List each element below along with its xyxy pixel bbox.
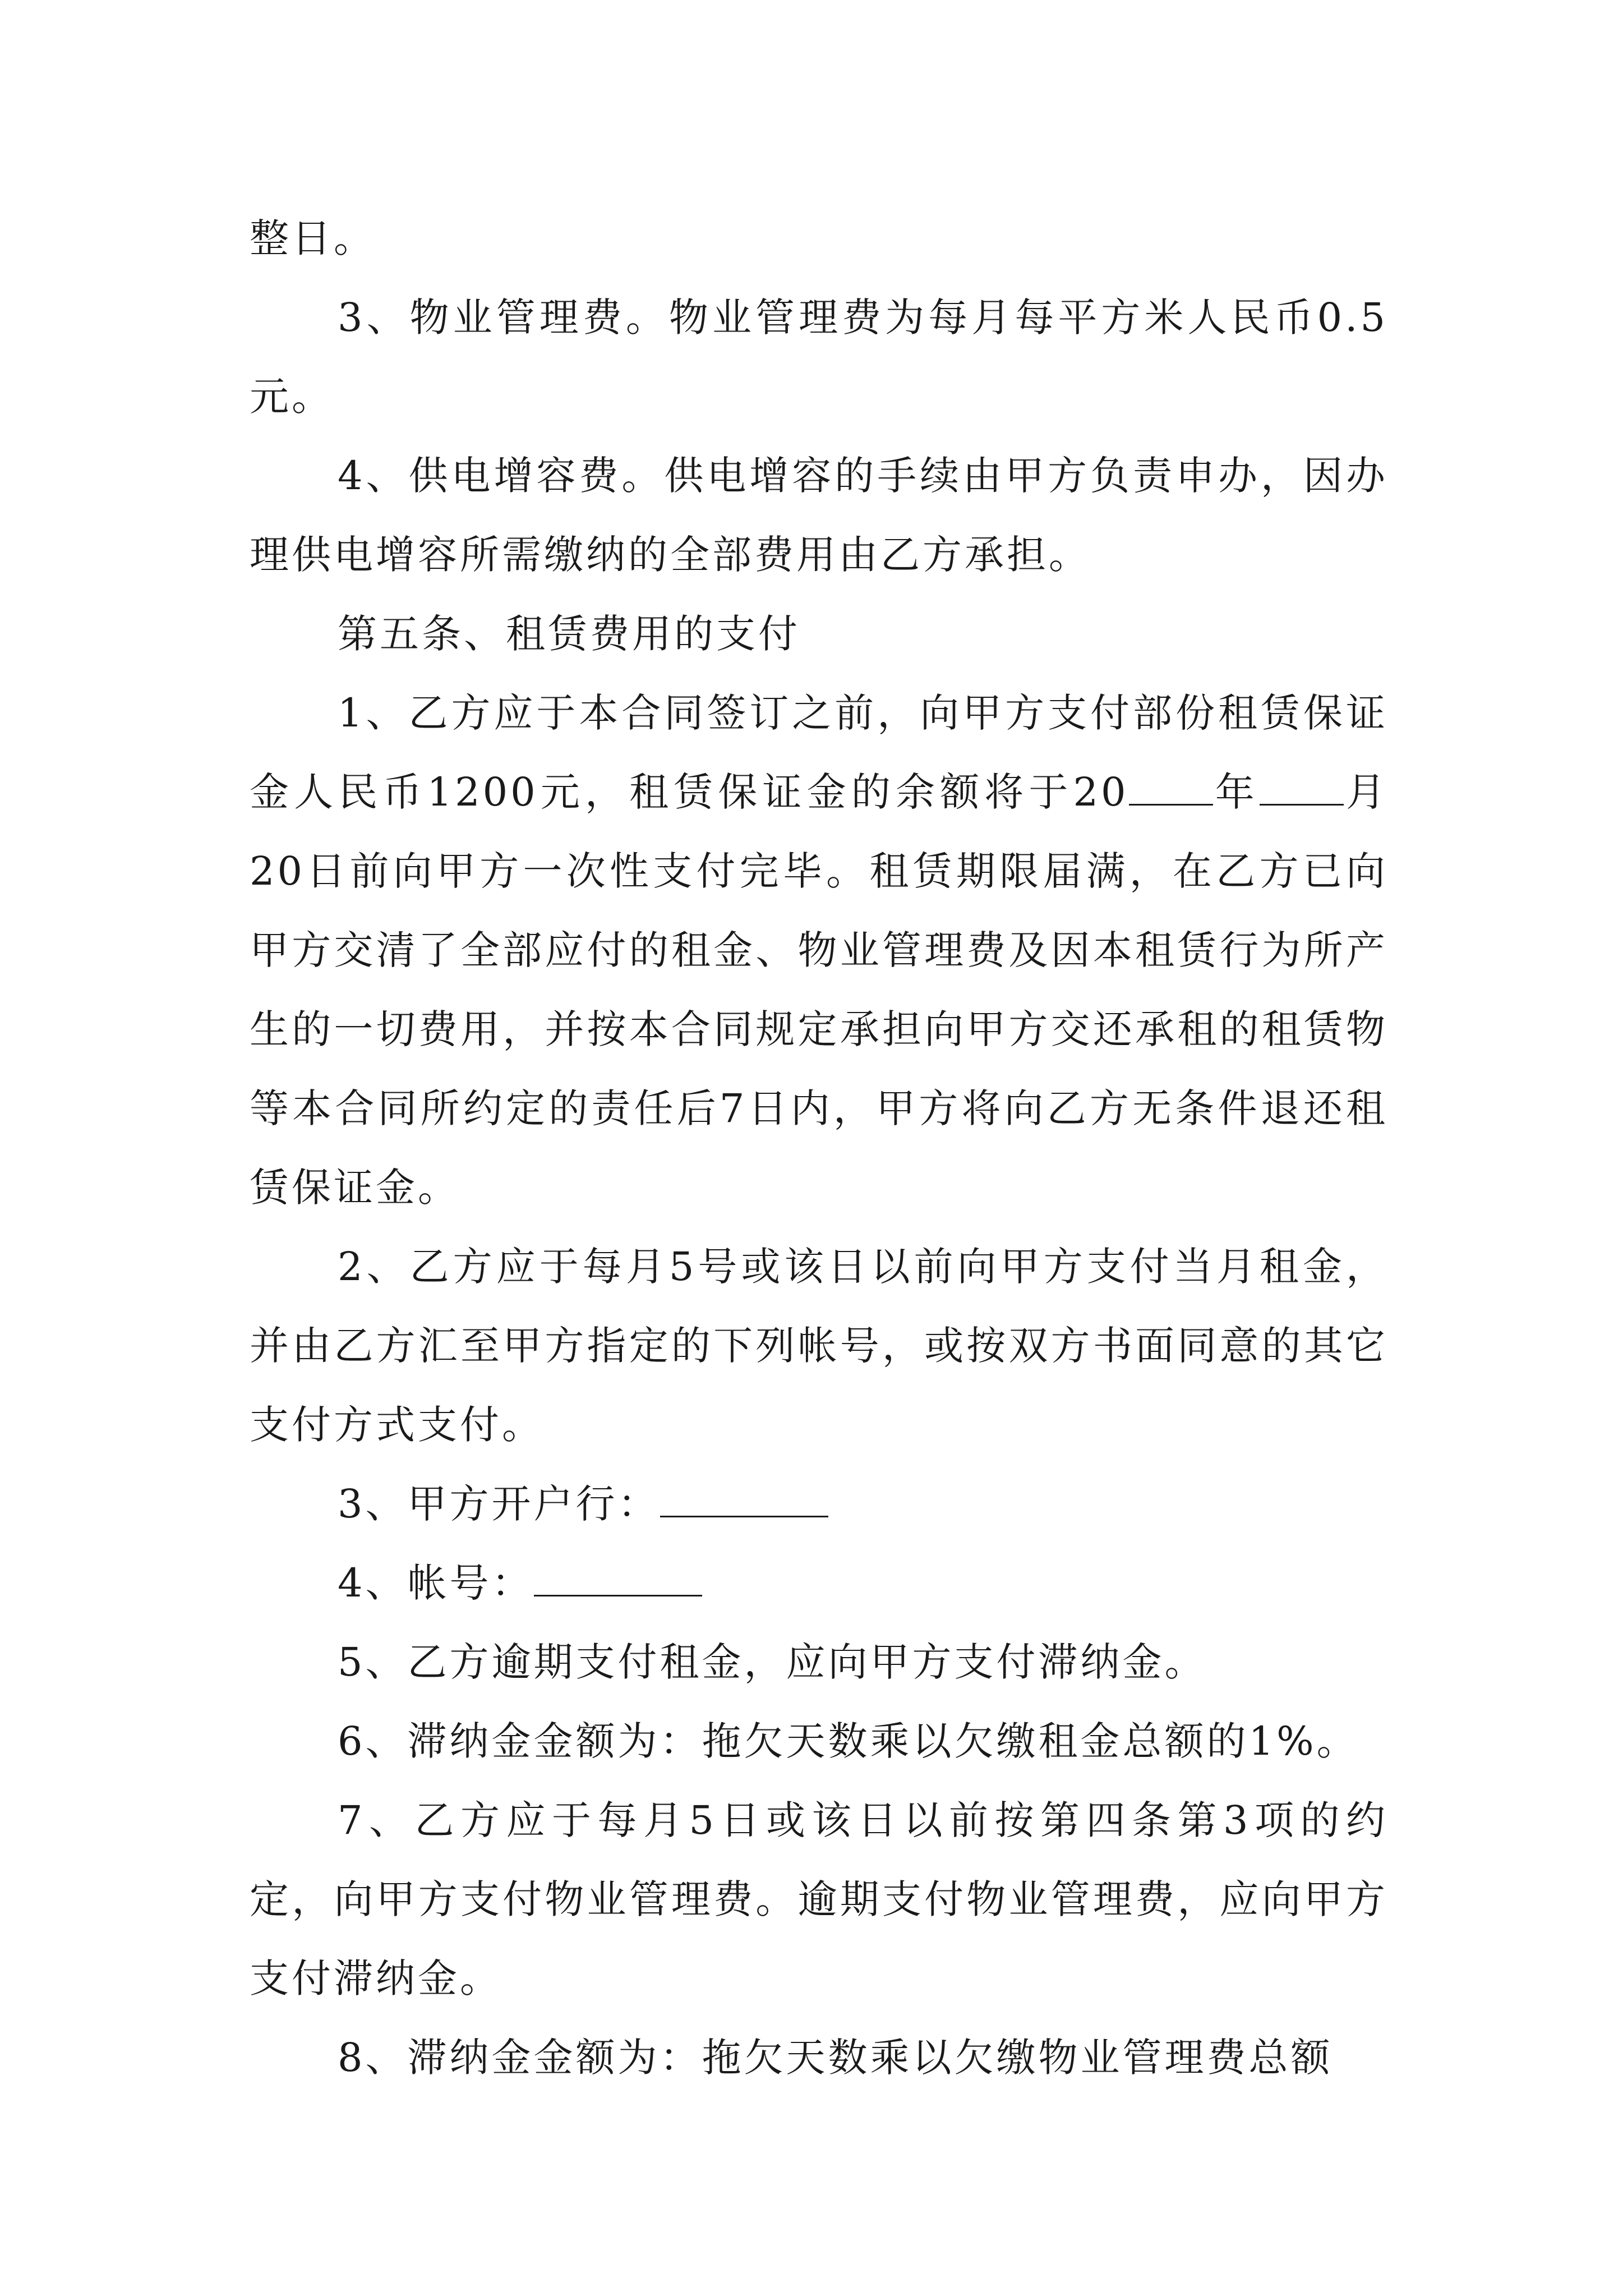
section-heading-article-5: 第五条、租赁费用的支付 — [338, 611, 800, 657]
paragraph-monthly-rent: 2、乙方应于每月5号或该日以前向甲方支付当月租金，并由乙方汇至甲方指定的下列帐号，或按双方书面同意的其它支付方式支付。 — [250, 1244, 1388, 1448]
paragraph-property-fee-payment: 7、乙方应于每月5日或该日以前按第四条第3项的约定，向甲方支付物业管理费。逾期支付物业管理费，应向甲方支付滞纳金。 — [250, 1797, 1388, 2001]
paragraph-bank — [250, 1465, 1388, 1544]
paragraph-account — [250, 1544, 1388, 1623]
paragraph-power-capacity-fee: 4、供电增容费。供电增容的手续由甲方负责申办，因办理供电增容所需缴纳的全部费用由乙方承担。 — [250, 453, 1388, 578]
paragraph-late-rent: 5、乙方逾期支付租金，应向甲方支付滞纳金。 — [338, 1639, 1207, 1685]
deposit-text-a: 1、乙方应于本合同签订之前，向甲方支付部份租赁保证金人民币1200元，租赁保证金的余额将于20 — [250, 690, 1388, 815]
paragraph-continuation: 整日。 — [250, 215, 376, 261]
account-label: 4、帐号： — [338, 1560, 534, 1606]
month-blank — [1260, 772, 1344, 806]
contract-body — [250, 199, 1388, 2097]
bank-blank — [660, 1484, 828, 1517]
deposit-text-b: 年 — [1212, 769, 1260, 815]
paragraph-deposit — [250, 674, 1388, 1227]
year-blank — [1129, 772, 1213, 806]
paragraph-property-late-fee: 8、滞纳金金额为：拖欠天数乘以欠缴物业管理费总额 — [338, 2035, 1333, 2081]
paragraph-late-fee-amount: 6、滞纳金金额为：拖欠天数乘以欠缴租金总额的1%。 — [338, 1718, 1359, 1764]
account-blank — [534, 1563, 702, 1596]
paragraph-property-fee: 3、物业管理费。物业管理费为每月每平方米人民币0.5元。 — [250, 295, 1388, 420]
deposit-text-c: 月20日前向甲方一次性支付完毕。租赁期限届满，在乙方已向甲方交清了全部应付的租金、物业管理费及因本租赁行为所产生的一切费用，并按本合同规定承担向甲方交还承租的租赁物等本合同所约定的责任后7日内，甲方将向乙方无条件退还租赁保证金。 — [250, 769, 1389, 1211]
bank-label: 3、甲方开户行： — [338, 1481, 660, 1527]
